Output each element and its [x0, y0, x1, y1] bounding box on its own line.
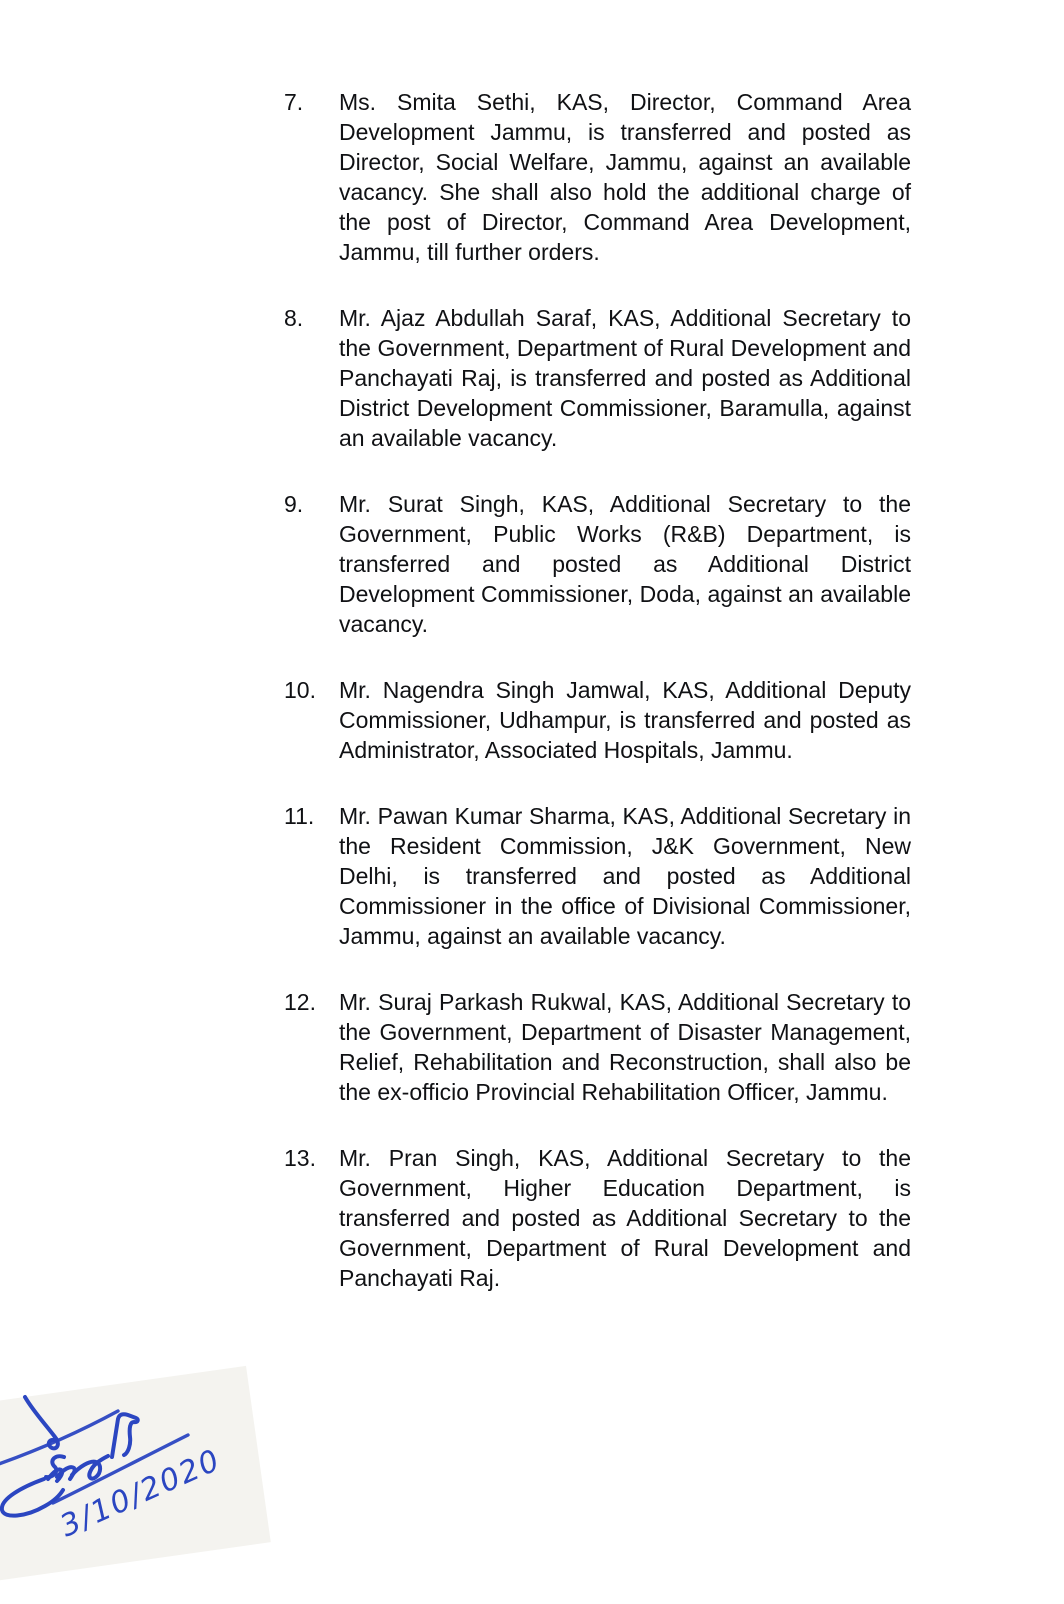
- signature-letter-h: [112, 1414, 138, 1457]
- order-item: [284, 87, 911, 267]
- signature-flourish-oval: [2, 1479, 63, 1516]
- item-number: 12.: [284, 989, 316, 1015]
- item-text: Mr. Surat Singh, KAS, Additional Secretary to the Government, Public Works (R&B) Department, is transferred and posted as Additional District Development Commissioner, Doda, against an available vacancy.: [339, 491, 911, 637]
- order-item: [284, 801, 911, 951]
- item-number: 13.: [284, 1145, 316, 1171]
- order-item: [284, 303, 911, 453]
- item-text: Mr. Nagendra Singh Jamwal, KAS, Additional Deputy Commissioner, Udhampur, is transferred and posted as Administrator, Associated Hospitals, Jammu.: [339, 677, 911, 763]
- signature-ink: [0, 1365, 240, 1604]
- item-text: Mr. Pran Singh, KAS, Additional Secretary to the Government, Higher Education Department, is transferred and posted as Additional Secretary to the Government, Department of Rural Development and Panchayati Raj.: [339, 1145, 911, 1291]
- item-number: 8.: [284, 305, 304, 331]
- order-list: [284, 87, 911, 1329]
- signature-flourish-slash: [25, 1397, 58, 1448]
- item-number: 11.: [284, 803, 315, 829]
- signature-letter-g: [72, 1456, 108, 1479]
- order-item: [284, 987, 911, 1107]
- item-number: 10.: [284, 677, 316, 703]
- item-text: Mr. Suraj Parkash Rukwal, KAS, Additional Secretary to the Government, Department of Disaster Management, Relief, Rehabilitation and Reconstruction, shall also be the ex-officio Provincial Rehabilitation Officer, Jammu.: [339, 989, 911, 1105]
- item-text: Mr. Ajaz Abdullah Saraf, KAS, Additional Secretary to the Government, Department of Rural Development and Panchayati Raj, is transferred and posted as Additional District Development Commissioner, Baramulla, against an available vacancy.: [339, 305, 911, 451]
- order-item: [284, 489, 911, 639]
- item-text: Ms. Smita Sethi, KAS, Director, Command Area Development Jammu, is transferred and posted as Director, Social Welfare, Jammu, against an available vacancy. She shall also hold the additional charge of the post of Director, Command Area Development, Jammu, till further orders.: [339, 89, 911, 265]
- signature-date: 3/10/2020: [55, 1442, 227, 1545]
- item-number: 7.: [284, 89, 304, 115]
- order-item: [284, 675, 911, 765]
- order-item: [284, 1143, 911, 1293]
- item-number: 9.: [284, 491, 304, 517]
- item-text: Mr. Pawan Kumar Sharma, KAS, Additional Secretary in the Resident Commission, J&K Government, New Delhi, is transferred and posted as Additional Commissioner in the office of Divisional Commissioner, Jammu, against an available vacancy.: [339, 803, 911, 949]
